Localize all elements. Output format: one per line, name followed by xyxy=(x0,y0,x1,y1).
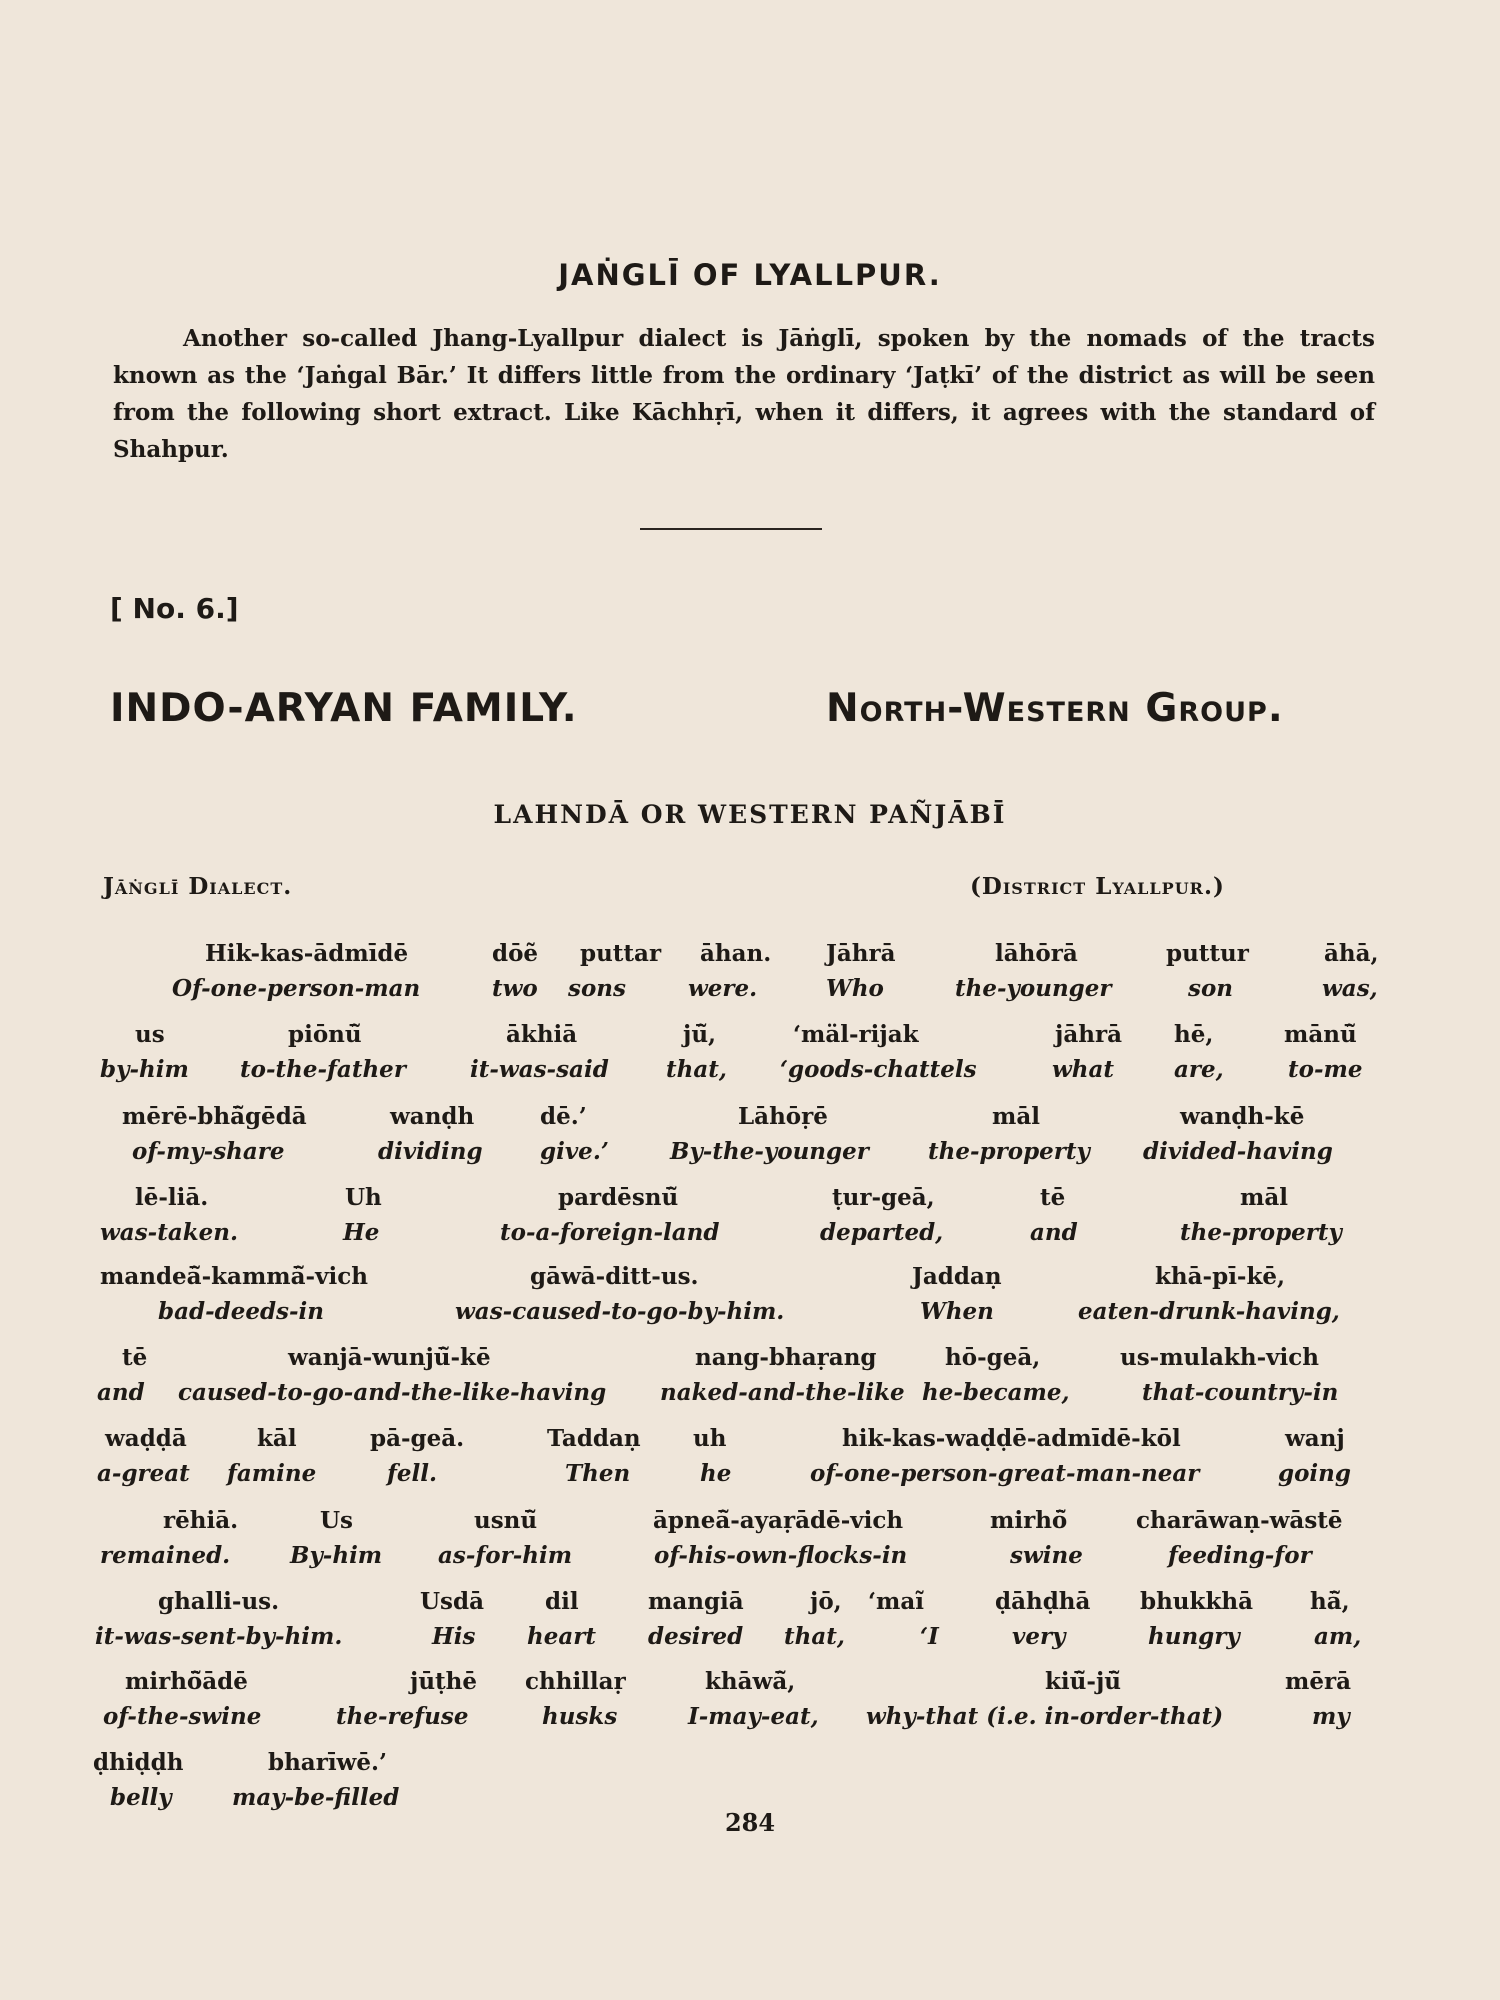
transliteration-word: mērā xyxy=(1285,1668,1351,1695)
gloss-word: eaten-drunk-having, xyxy=(1078,1298,1340,1325)
gloss-word: hungry xyxy=(1148,1623,1240,1650)
gloss-word: swine xyxy=(1010,1542,1083,1569)
gloss-word: dividing xyxy=(378,1138,483,1165)
specimen-number: [ No. 6.] xyxy=(110,592,239,625)
page-number: 284 xyxy=(724,1808,776,1837)
gloss-word: to-a-foreign-land xyxy=(500,1219,720,1246)
transliteration-word: rēhiā. xyxy=(163,1507,239,1534)
transliteration-word: hik-kas-waḍḍē-admīdē-kōl xyxy=(842,1425,1181,1452)
gloss-word: His xyxy=(432,1623,476,1650)
transliteration-word: kāl xyxy=(257,1425,297,1452)
gloss-word: ‘I xyxy=(920,1623,939,1650)
gloss-word: He xyxy=(343,1219,380,1246)
gloss-word: belly xyxy=(110,1784,172,1811)
transliteration-word: Uh xyxy=(345,1184,382,1211)
gloss-word: give.’ xyxy=(540,1138,609,1165)
gloss-word: divided-having xyxy=(1143,1138,1333,1165)
gloss-word: going xyxy=(1278,1460,1351,1487)
transliteration-word: us-mulakh-vich xyxy=(1120,1344,1319,1371)
transliteration-word: Hik-kas-ādmīdē xyxy=(205,940,409,967)
transliteration-word: mirhō̃ādē xyxy=(125,1668,248,1695)
gloss-word: By-him xyxy=(290,1542,383,1569)
transliteration-word: bhukkhā xyxy=(1140,1588,1254,1615)
transliteration-word: wanj xyxy=(1285,1425,1345,1452)
transliteration-word: ḍhiḍḍh xyxy=(93,1749,184,1776)
gloss-word: he xyxy=(700,1460,732,1487)
gloss-word: a-great xyxy=(97,1460,190,1487)
transliteration-word: dil xyxy=(545,1588,579,1615)
gloss-word: By-the-younger xyxy=(670,1138,869,1165)
dialect-label: Jāṅglī Dialect. xyxy=(103,873,293,900)
gloss-word: was-caused-to-go-by-him. xyxy=(455,1298,785,1325)
gloss-word: and xyxy=(97,1379,145,1406)
gloss-word: Who xyxy=(826,975,884,1002)
transliteration-word: usnū̃ xyxy=(474,1507,538,1534)
transliteration-word: nang-bhaṛang xyxy=(695,1344,877,1371)
gloss-word: of-my-share xyxy=(132,1138,285,1165)
transliteration-word: wanḍh-kē xyxy=(1180,1103,1305,1130)
transliteration-word: ākhiā xyxy=(506,1021,578,1048)
transliteration-word: ṭur-geā, xyxy=(832,1184,935,1211)
family-heading: INDO-ARYAN FAMILY. xyxy=(110,686,578,731)
gloss-word: may-be-filled xyxy=(232,1784,400,1811)
transliteration-word: mānū̃ xyxy=(1284,1021,1357,1048)
gloss-word: desired xyxy=(648,1623,744,1650)
gloss-word: of-one-person-great-man-near xyxy=(810,1460,1200,1487)
gloss-word: husks xyxy=(542,1703,618,1730)
transliteration-word: jāhrā xyxy=(1055,1021,1122,1048)
gloss-word: of-his-own-flocks-in xyxy=(654,1542,908,1569)
transliteration-word: bharīwē.’ xyxy=(268,1749,388,1776)
section-title: JAṄGLĪ OF LYALLPUR. xyxy=(558,258,942,292)
transliteration-word: kiū̃-jū̃ xyxy=(1045,1668,1121,1695)
gloss-word: my xyxy=(1312,1703,1350,1730)
transliteration-word: puttur xyxy=(1166,940,1249,967)
transliteration-word: jō, xyxy=(810,1588,842,1615)
gloss-word: the-property xyxy=(928,1138,1090,1165)
transliteration-word: piōnū̃ xyxy=(288,1021,362,1048)
transliteration-word: hō-geā, xyxy=(945,1344,1041,1371)
gloss-word: am, xyxy=(1314,1623,1362,1650)
transliteration-word: Taddaṇ xyxy=(547,1425,641,1452)
gloss-word: remained. xyxy=(100,1542,231,1569)
language-heading: LAHNDĀ OR WESTERN PAÑJĀBĪ xyxy=(493,800,1007,829)
transliteration-word: ‘mäl-rijak xyxy=(793,1021,919,1048)
gloss-word: to-the-father xyxy=(240,1056,406,1083)
transliteration-word: mandeā̃-kammā̃-vich xyxy=(100,1263,368,1290)
gloss-word: that, xyxy=(666,1056,727,1083)
transliteration-word: wanḍh xyxy=(390,1103,475,1130)
gloss-word: the-property xyxy=(1180,1219,1342,1246)
gloss-word: two xyxy=(492,975,538,1002)
transliteration-word: charāwaṇ-wāstē xyxy=(1136,1507,1343,1534)
transliteration-word: dē.’ xyxy=(540,1103,587,1130)
transliteration-word: Usdā xyxy=(420,1588,484,1615)
transliteration-word: Jaddaṇ xyxy=(912,1263,1002,1290)
gloss-word: sons xyxy=(568,975,626,1002)
transliteration-word: māl xyxy=(992,1103,1040,1130)
gloss-word: Of-one-person-man xyxy=(172,975,421,1002)
gloss-word: caused-to-go-and-the-like-having xyxy=(178,1379,607,1406)
transliteration-word: āhā, xyxy=(1324,940,1379,967)
transliteration-word: Us xyxy=(320,1507,354,1534)
gloss-word: feeding-for xyxy=(1168,1542,1312,1569)
transliteration-word: lē-liā. xyxy=(135,1184,209,1211)
transliteration-word: pā-geā. xyxy=(370,1425,465,1452)
transliteration-word: puttar xyxy=(580,940,662,967)
gloss-word: what xyxy=(1052,1056,1115,1083)
transliteration-word: hē, xyxy=(1174,1021,1214,1048)
transliteration-word: ‘maĩ xyxy=(868,1588,924,1615)
gloss-word: of-the-swine xyxy=(103,1703,262,1730)
gloss-word: When xyxy=(920,1298,994,1325)
gloss-word: are, xyxy=(1174,1056,1224,1083)
transliteration-word: mangiā xyxy=(648,1588,744,1615)
gloss-word: why-that (i.e. in-order-that) xyxy=(866,1703,1224,1730)
transliteration-word: chhillaṛ xyxy=(525,1668,626,1695)
gloss-word: were. xyxy=(688,975,758,1002)
gloss-word: very xyxy=(1012,1623,1066,1650)
gloss-word: I-may-eat, xyxy=(688,1703,819,1730)
gloss-word: it-was-sent-by-him. xyxy=(95,1623,343,1650)
transliteration-word: māl xyxy=(1240,1184,1288,1211)
gloss-word: by-him xyxy=(100,1056,189,1083)
transliteration-word: waḍḍā xyxy=(105,1425,187,1452)
transliteration-word: tē xyxy=(122,1344,148,1371)
transliteration-word: uh xyxy=(693,1425,727,1452)
group-heading: North-Western Group. xyxy=(826,686,1284,731)
gloss-word: departed, xyxy=(820,1219,944,1246)
transliteration-word: ḍāhḍhā xyxy=(995,1588,1091,1615)
transliteration-word: āpneā̃-ayaṛādē-vich xyxy=(653,1507,904,1534)
gloss-word: as-for-him xyxy=(438,1542,573,1569)
transliteration-word: gāwā-ditt-us. xyxy=(530,1263,699,1290)
transliteration-word: ghalli-us. xyxy=(158,1588,280,1615)
gloss-word: was-taken. xyxy=(100,1219,239,1246)
gloss-word: fell. xyxy=(387,1460,438,1487)
gloss-word: naked-and-the-like xyxy=(660,1379,905,1406)
transliteration-word: hā̃, xyxy=(1310,1588,1350,1615)
transliteration-word: mērē-bhā̃gēdā xyxy=(122,1103,307,1130)
gloss-word: ‘goods-chattels xyxy=(780,1056,977,1083)
transliteration-word: khā-pī-kē, xyxy=(1155,1263,1286,1290)
transliteration-word: mirhō̃ xyxy=(990,1507,1068,1534)
gloss-word: Then xyxy=(565,1460,631,1487)
gloss-word: famine xyxy=(227,1460,317,1487)
gloss-word: and xyxy=(1030,1219,1078,1246)
transliteration-word: jūṭhē xyxy=(410,1668,478,1695)
transliteration-word: dōẽ xyxy=(492,940,539,967)
gloss-word: son xyxy=(1188,975,1234,1002)
transliteration-word: lāhōrā xyxy=(995,940,1078,967)
transliteration-word: us xyxy=(135,1021,165,1048)
gloss-word: he-became, xyxy=(922,1379,1070,1406)
gloss-word: was, xyxy=(1322,975,1378,1002)
district-label: (District Lyallpur.) xyxy=(970,873,1225,900)
gloss-word: to-me xyxy=(1288,1056,1363,1083)
gloss-word: heart xyxy=(527,1623,596,1650)
gloss-word: bad-deeds-in xyxy=(158,1298,324,1325)
transliteration-word: Lāhōṛē xyxy=(738,1103,828,1130)
transliteration-word: tē xyxy=(1040,1184,1066,1211)
gloss-word: that-country-in xyxy=(1142,1379,1339,1406)
gloss-word: it-was-said xyxy=(470,1056,609,1083)
transliteration-word: pardēsnū̃ xyxy=(558,1184,679,1211)
transliteration-word: wanjā-wunjū̃-kē xyxy=(288,1344,491,1371)
transliteration-word: āhan. xyxy=(700,940,772,967)
intro-paragraph: Another so-called Jhang-Lyallpur dialect is Jāṅglī, spoken by the nomads of the tracts known as the ‘Jaṅgal Bār.’ It differs little from the ordinary ‘Jaṭkī’ of the district as will be seen from the following short extract. Like Kāchhṛī, when it differs, it agrees with the standard of Shahpur. xyxy=(113,325,1375,463)
gloss-word: the-refuse xyxy=(336,1703,469,1730)
transliteration-word: khāwā̃, xyxy=(705,1668,796,1695)
transliteration-word: Jāhrā xyxy=(826,940,896,967)
transliteration-word: jū̃, xyxy=(683,1021,717,1048)
gloss-word: the-younger xyxy=(955,975,1112,1002)
gloss-word: that, xyxy=(784,1623,845,1650)
